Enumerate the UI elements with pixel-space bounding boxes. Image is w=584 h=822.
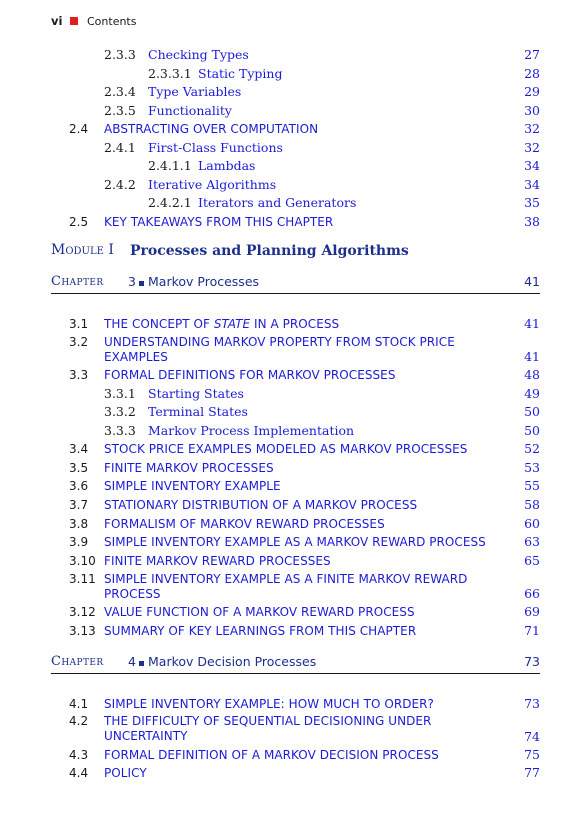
toc-entry-link[interactable]: THE DIFFICULTY OF SEQUENTIAL DECISIONING UNDER — [104, 714, 432, 728]
toc-entry-link[interactable]: Markov Process Implementation — [148, 423, 355, 438]
toc-entry-link[interactable]: Type Variables — [148, 84, 242, 99]
toc-entry-link[interactable]: FINITE MARKOV REWARD PROCESSES — [104, 554, 331, 568]
toc-entry-page[interactable]: 73 — [524, 696, 540, 711]
toc-entry-title-emphasis: STATE — [213, 317, 251, 331]
module-label: Module I — [51, 242, 114, 258]
toc-entry-page[interactable]: 52 — [524, 441, 540, 456]
toc-entry-link[interactable]: SIMPLE INVENTORY EXAMPLE: HOW MUCH TO ORDER? — [104, 697, 434, 711]
toc-entry-number: 3.9 — [69, 535, 89, 549]
toc-entry-number: 2.4.2.1 — [148, 195, 192, 210]
toc-entry-title-part: THE CONCEPT OF — [104, 317, 214, 331]
toc-entry-link[interactable]: SIMPLE INVENTORY EXAMPLE — [104, 479, 281, 493]
toc-entry-link[interactable]: Iterators and Generators — [198, 195, 357, 210]
toc-entry-number: 2.4 — [69, 122, 89, 136]
toc-entry-number: 3.10 — [69, 554, 96, 568]
toc-entry-link[interactable]: FORMAL DEFINITION OF A MARKOV DECISION PROCESS — [104, 748, 439, 762]
header-section-title: Contents — [87, 15, 137, 28]
toc-entry-number: 3.3.3 — [104, 423, 136, 438]
toc-entry-link[interactable]: Lambdas — [198, 158, 256, 173]
toc-entry-link[interactable]: Checking Types — [148, 47, 249, 62]
toc-entry-page[interactable]: 66 — [524, 586, 540, 601]
toc-entry-link[interactable]: FINITE MARKOV PROCESSES — [104, 461, 274, 475]
header-square-icon — [70, 17, 78, 25]
toc-entry-link[interactable]: SIMPLE INVENTORY EXAMPLE AS A MARKOV REWARD PROCESS — [104, 535, 486, 549]
toc-entry-number: 2.4.1 — [104, 140, 136, 155]
toc-entry-link[interactable]: FORMAL DEFINITIONS FOR MARKOV PROCESSES — [104, 368, 396, 382]
toc-entry-number: 3.5 — [69, 461, 89, 475]
toc-entry-link[interactable]: SIMPLE INVENTORY EXAMPLE AS A FINITE MARKOV REWARD — [104, 572, 468, 586]
chapter-label: Chapter — [51, 274, 104, 289]
toc-entry-number: 2.3.4 — [104, 84, 136, 99]
chapter-rule — [51, 673, 540, 674]
toc-entry-page[interactable]: 49 — [524, 386, 540, 401]
toc-entry-number: 3.4 — [69, 442, 89, 456]
toc-entry-page[interactable]: 34 — [524, 177, 540, 192]
toc-entry-page[interactable]: 34 — [524, 158, 540, 173]
toc-entry-link[interactable]: POLICY — [104, 766, 147, 780]
toc-entry-page[interactable]: 32 — [524, 121, 540, 136]
header-page-number: vi — [51, 14, 63, 28]
toc-entry-number: 3.6 — [69, 479, 89, 493]
toc-entry-page[interactable]: 60 — [524, 516, 540, 531]
chapter-rule — [51, 293, 540, 294]
toc-entry-link[interactable]: STATIONARY DISTRIBUTION OF A MARKOV PROCESS — [104, 498, 418, 512]
toc-entry-number: 2.4.1.1 — [148, 158, 192, 173]
chapter-title[interactable]: Markov Decision Processes — [148, 654, 317, 669]
toc-entry-page[interactable]: 41 — [524, 349, 540, 364]
toc-entry-number: 2.3.3.1 — [148, 66, 192, 81]
toc-entry-page[interactable]: 65 — [524, 553, 540, 568]
toc-entry-number: 3.7 — [69, 498, 89, 512]
toc-entry-page[interactable]: 58 — [524, 497, 540, 512]
toc-entry-page[interactable]: 50 — [524, 404, 540, 419]
toc-entry-link[interactable]: ABSTRACTING OVER COMPUTATION — [104, 122, 319, 136]
toc-entry-link[interactable]: Terminal States — [148, 404, 248, 419]
toc-entry-number: 2.3.3 — [104, 47, 136, 62]
toc-entry-link[interactable]: UNDERSTANDING MARKOV PROPERTY FROM STOCK PRICE — [104, 335, 455, 349]
toc-entry-page[interactable]: 35 — [524, 195, 540, 210]
toc-entry-link[interactable]: Functionality — [148, 103, 232, 118]
toc-entry-number: 4.2 — [69, 714, 89, 728]
toc-entry-link-continuation[interactable]: UNCERTAINTY — [104, 729, 188, 743]
toc-entry-number: 3.8 — [69, 517, 89, 531]
toc-entry-link[interactable] — [104, 317, 339, 331]
toc-entry-page[interactable]: 32 — [524, 140, 540, 155]
toc-entry-number: 4.3 — [69, 748, 89, 762]
toc-entry-link[interactable]: First-Class Functions — [148, 140, 283, 155]
toc-entry-page[interactable]: 41 — [524, 316, 540, 331]
toc-entry-number: 3.11 — [69, 572, 96, 586]
toc-entry-page[interactable]: 27 — [524, 47, 540, 62]
toc-entry-number: 4.4 — [69, 766, 89, 780]
toc-entry-page[interactable]: 75 — [524, 747, 540, 762]
toc-entry-page[interactable]: 38 — [524, 214, 540, 229]
toc-entry-page[interactable]: 29 — [524, 84, 540, 99]
toc-entry-link[interactable]: FORMALISM OF MARKOV REWARD PROCESSES — [104, 517, 385, 531]
toc-entry-number: 3.12 — [69, 605, 96, 619]
toc-entry-link[interactable]: KEY TAKEAWAYS FROM THIS CHAPTER — [104, 215, 334, 229]
chapter-number: 4 — [128, 654, 136, 669]
toc-entry-number: 3.2 — [69, 335, 89, 349]
toc-entry-number: 4.1 — [69, 697, 89, 711]
chapter-page[interactable]: 73 — [524, 654, 540, 669]
toc-entry-link[interactable]: STOCK PRICE EXAMPLES MODELED AS MARKOV PROCESSES — [104, 442, 468, 456]
toc-entry-page[interactable]: 53 — [524, 460, 540, 475]
chapter-title[interactable]: Markov Processes — [148, 274, 260, 289]
toc-entry-link[interactable]: Iterative Algorithms — [148, 177, 277, 192]
toc-entry-link-continuation[interactable]: EXAMPLES — [104, 350, 168, 364]
toc-entry-number: 3.3.1 — [104, 386, 136, 401]
toc-entry-number: 3.3 — [69, 368, 89, 382]
toc-entry-link-continuation[interactable]: PROCESS — [104, 587, 161, 601]
toc-entry-page[interactable]: 55 — [524, 478, 540, 493]
toc-entry-number: 3.1 — [69, 317, 89, 331]
toc-entry-page[interactable]: 28 — [524, 66, 540, 81]
toc-entry-number: 2.5 — [69, 215, 89, 229]
toc-entry-page[interactable]: 74 — [524, 729, 540, 744]
chapter-page[interactable]: 41 — [524, 274, 540, 289]
toc-entry-page[interactable]: 48 — [524, 367, 540, 382]
toc-entry-title-part: IN A PROCESS — [250, 317, 340, 331]
toc-entry-page[interactable]: 63 — [524, 534, 540, 549]
toc-entry-link[interactable]: SUMMARY OF KEY LEARNINGS FROM THIS CHAPTER — [104, 624, 417, 638]
toc-entry-number: 2.3.5 — [104, 103, 136, 118]
toc-entry-page[interactable]: 50 — [524, 423, 540, 438]
toc-entry-number: 2.4.2 — [104, 177, 136, 192]
toc-entry-page[interactable]: 69 — [524, 604, 540, 619]
module-title[interactable]: Processes and Planning Algorithms — [130, 243, 409, 259]
chapter-bullet-icon — [139, 661, 144, 666]
toc-entry-link[interactable]: Static Typing — [198, 66, 283, 81]
toc-entry-page[interactable]: 30 — [524, 103, 540, 118]
toc-entry-page[interactable]: 71 — [524, 623, 540, 638]
toc-entry-link[interactable]: VALUE FUNCTION OF A MARKOV REWARD PROCESS — [104, 605, 415, 619]
toc-entry-number: 3.13 — [69, 624, 96, 638]
chapter-bullet-icon — [139, 281, 144, 286]
toc-entry-number: 3.3.2 — [104, 404, 136, 419]
chapter-number: 3 — [128, 274, 136, 289]
toc-entry-link[interactable]: Starting States — [148, 386, 244, 401]
chapter-label: Chapter — [51, 654, 104, 669]
toc-entry-page[interactable]: 77 — [524, 765, 540, 780]
